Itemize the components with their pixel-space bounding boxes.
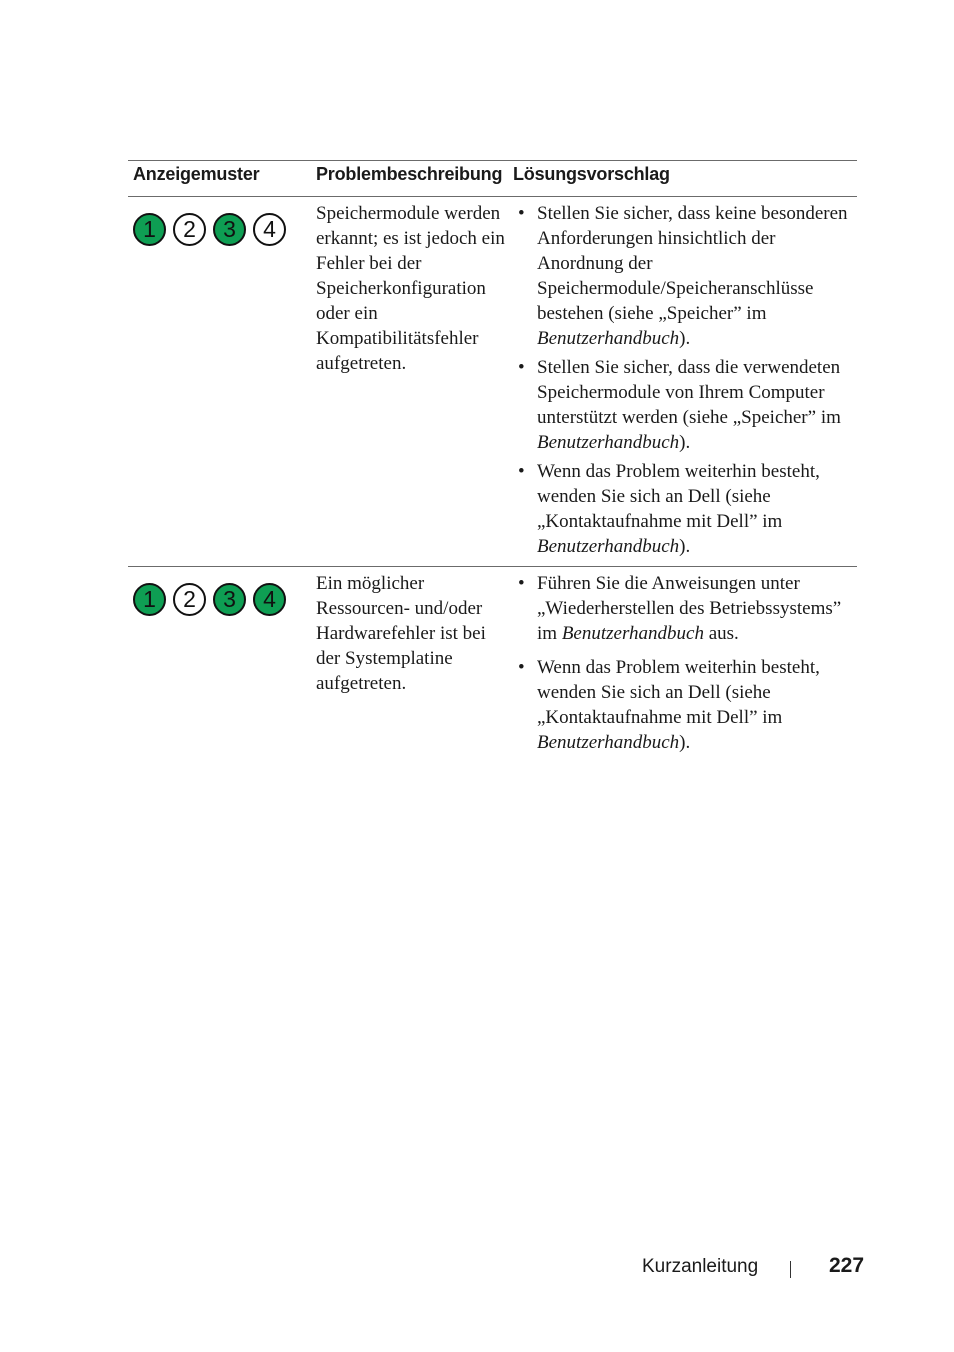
solution-tail: ). bbox=[679, 732, 691, 753]
footer-divider bbox=[790, 1261, 791, 1278]
led-1-indicator: 1 bbox=[133, 213, 166, 246]
problem-description: Speichermodule werden erkannt; es ist jedoch ein Fehler bei der Speicherkonfiguration oder ein Kompatibilitätsfehler aufgetreten. bbox=[316, 203, 505, 374]
led-4-indicator: 4 bbox=[253, 213, 286, 246]
manual-reference: Benutzerhandbuch bbox=[537, 432, 680, 453]
list-item bbox=[518, 655, 854, 755]
column-header-description: Problembeschreibung bbox=[316, 164, 503, 184]
problem-description: Ein möglicher Ressourcen- und/oder Hardwarefehler ist bei der Systemplatine aufgetreten. bbox=[316, 573, 486, 694]
column-header-solution: Lösungsvorschlag bbox=[513, 164, 670, 184]
led-4-indicator: 4 bbox=[253, 583, 286, 616]
led-1-indicator: 1 bbox=[133, 583, 166, 616]
solution-tail: ). bbox=[679, 432, 691, 453]
row-separator bbox=[128, 566, 857, 567]
list-item bbox=[518, 459, 854, 559]
footer-section-title: Kurzanleitung bbox=[642, 1256, 759, 1277]
solution-text: Führen Sie die Anweisungen unter „Wiederherstellen des Betriebssystems” im bbox=[537, 573, 842, 644]
manual-reference: Benutzerhandbuch bbox=[537, 732, 680, 753]
solution-text: Wenn das Problem weiterhin besteht, wenden Sie sich an Dell (siehe „Kontaktaufnahme mit Dell” im bbox=[537, 657, 820, 728]
led-2-indicator: 2 bbox=[173, 583, 206, 616]
solution-list bbox=[518, 571, 854, 759]
led-pattern bbox=[133, 583, 293, 616]
list-item bbox=[518, 355, 854, 455]
manual-reference: Benutzerhandbuch bbox=[561, 623, 704, 644]
solution-tail: aus. bbox=[703, 623, 739, 644]
list-item bbox=[518, 201, 854, 351]
led-2-indicator: 2 bbox=[173, 213, 206, 246]
list-item bbox=[518, 571, 854, 646]
table-top-rule bbox=[128, 160, 857, 161]
led-3-indicator: 3 bbox=[213, 213, 246, 246]
header-bottom-rule bbox=[128, 196, 857, 197]
led-3-indicator: 3 bbox=[213, 583, 246, 616]
solution-text: Stellen Sie sicher, dass die verwendeten Speichermodule von Ihrem Computer unterstützt werden (siehe „Speicher” im bbox=[537, 357, 841, 428]
column-header-pattern: Anzeigemuster bbox=[133, 164, 260, 184]
solution-tail: ). bbox=[679, 328, 691, 349]
manual-reference: Benutzerhandbuch bbox=[537, 536, 680, 557]
page-number: 227 bbox=[829, 1254, 865, 1277]
solution-list bbox=[518, 201, 854, 563]
solution-tail: ). bbox=[679, 536, 691, 557]
manual-reference: Benutzerhandbuch bbox=[537, 328, 680, 349]
led-pattern bbox=[133, 213, 293, 246]
solution-text: Wenn das Problem weiterhin besteht, wenden Sie sich an Dell (siehe „Kontaktaufnahme mit Dell” im bbox=[537, 461, 820, 532]
solution-text: Stellen Sie sicher, dass keine besonderen Anforderungen hinsichtlich der Anordnung der Speichermodule/Speicheranschlüsse bestehen (siehe „Speicher” im bbox=[537, 203, 848, 324]
